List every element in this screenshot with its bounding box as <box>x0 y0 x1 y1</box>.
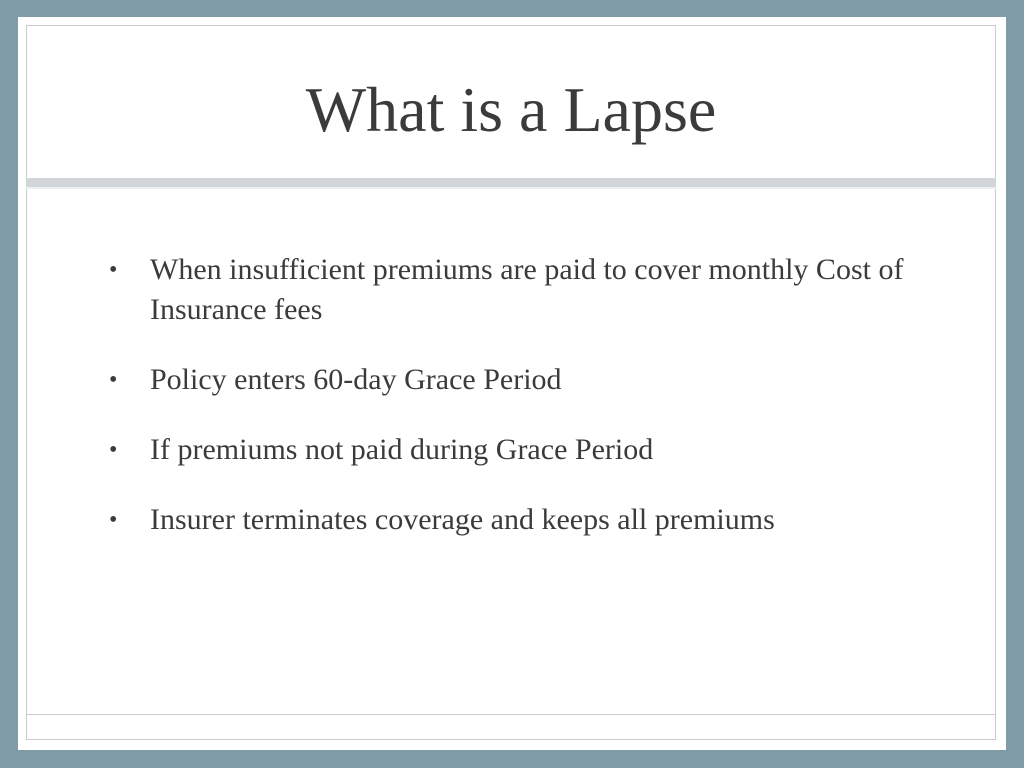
bullet-text: When insufficient premiums are paid to cover monthly Cost of Insurance fees <box>150 253 904 326</box>
bullet-dot-icon: • <box>109 367 118 393</box>
bullet-text: Policy enters 60-day Grace Period <box>150 363 562 396</box>
slide-title: What is a Lapse <box>305 74 717 145</box>
bullet-dot-icon: • <box>109 507 118 533</box>
bullet-text: If premiums not paid during Grace Period <box>150 433 654 466</box>
bullet-item <box>109 360 929 400</box>
bullet-dot-icon: • <box>109 257 118 283</box>
bullet-item <box>109 500 929 540</box>
slide <box>18 17 1006 750</box>
bullet-text: Insurer terminates coverage and keeps all premiums <box>150 503 775 536</box>
bullet-item <box>109 430 929 470</box>
title-divider-shadow <box>26 187 996 189</box>
bullet-dot-icon: • <box>109 437 118 463</box>
bullet-item <box>109 250 929 330</box>
footer-divider <box>26 714 996 715</box>
title-divider <box>26 178 996 187</box>
bullet-list <box>109 250 929 570</box>
